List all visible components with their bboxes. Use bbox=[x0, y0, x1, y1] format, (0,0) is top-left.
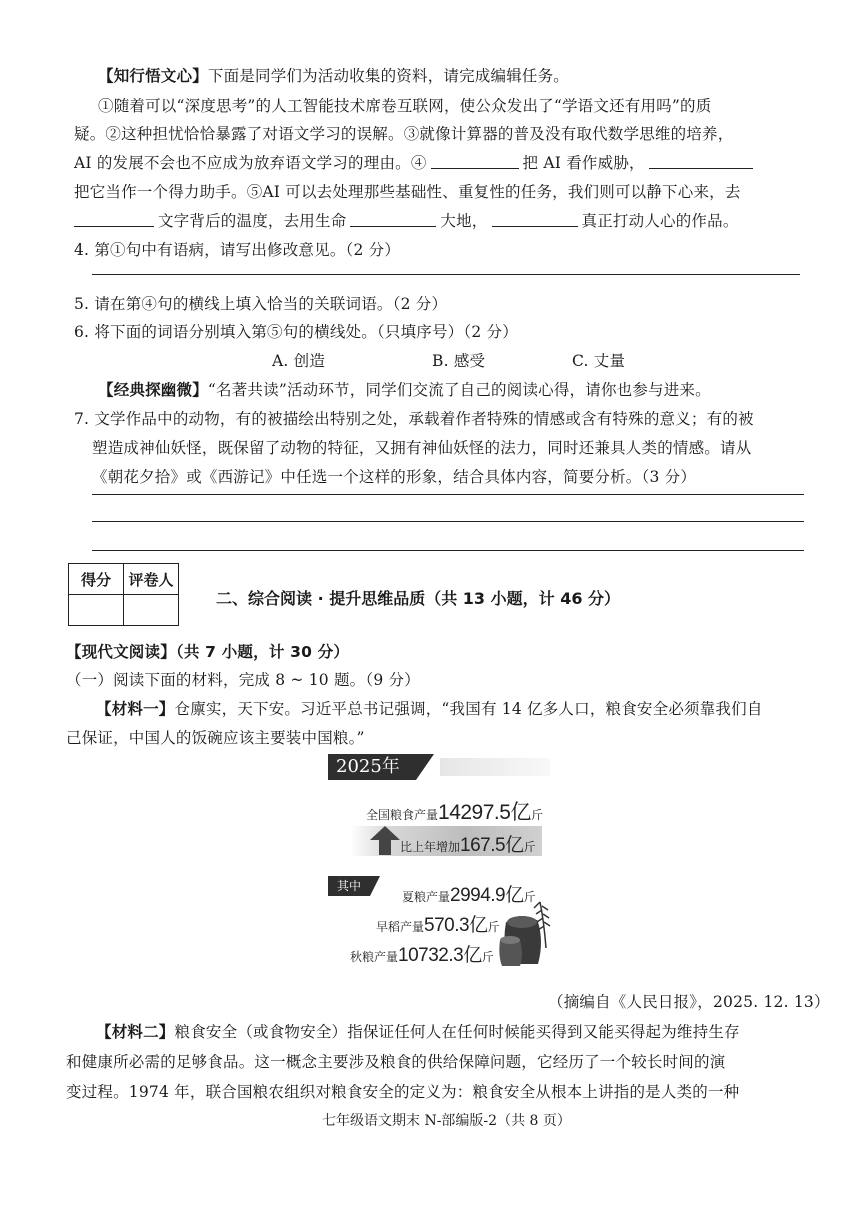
passage-line: ①随着可以“深度思考”的人工智能技术席卷互联网，使公众发出了“学语文还有用吗”的质 bbox=[98, 97, 712, 115]
material-tag: 【材料二】 bbox=[96, 1023, 175, 1041]
breakdown-tag: 其中 bbox=[328, 876, 370, 896]
material-2-line: 和健康所必需的足够食品。这一概念主要涉及粮食的供给保障问题，它经历了一个较长时间的演 bbox=[66, 1053, 726, 1071]
answer-blank[interactable] bbox=[649, 167, 753, 169]
answer-blank[interactable] bbox=[431, 167, 519, 169]
section-intro bbox=[98, 378, 711, 400]
question-5: 5. 请在第④句的横线上填入恰当的关联词语。（2 分） bbox=[74, 295, 448, 313]
part-title: 二、综合阅读 · 提升思维品质（共 13 小题，计 46 分） bbox=[216, 589, 621, 608]
score-cell[interactable] bbox=[69, 595, 124, 626]
answer-blank[interactable] bbox=[74, 225, 154, 227]
material-1: 【材料一】仓廪实，天下安。习近平总书记强调，“我国有 14 亿多人口，粮食安全必须靠我们自 bbox=[96, 700, 763, 718]
section-tag: 【知行悟文心】 bbox=[98, 67, 208, 85]
up-arrow-icon bbox=[370, 826, 400, 840]
grader-header: 评卷人 bbox=[124, 564, 179, 595]
question-7: 7. 文学作品中的动物，有的被描绘出特别之处，承载着作者特殊的情感或含有特殊的意义；有的被 bbox=[74, 410, 754, 428]
material-1-line: 己保证，中国人的饭碗应该主要装中国粮。” bbox=[66, 729, 365, 747]
passage-line: AI 的发展不会也不应成为放弃语文学习的理由。④ 把 AI 看作威胁， bbox=[74, 151, 757, 173]
score-header: 得分 bbox=[69, 564, 124, 595]
passage-line: 疑。②这种担忧恰恰暴露了对语文学习的误解。③就像计算器的普及没有取代数学思维的培养， bbox=[74, 125, 734, 143]
up-arrow-stem bbox=[379, 839, 391, 855]
option-a: A. 创造 bbox=[272, 352, 326, 370]
question-6: 6. 将下面的词语分别填入第⑤句的横线处。（只填序号）（2 分） bbox=[74, 323, 518, 341]
question-7-line: 《朝花夕拾》或《西游记》中任选一个这样的形象，结合具体内容，简要分析。（3 分） bbox=[92, 468, 697, 486]
section-intro-text: 下面是同学们为活动收集的资料，请完成编辑任务。 bbox=[207, 67, 570, 85]
score-box bbox=[68, 563, 179, 626]
increase-output: 比上年增加167.5亿斤 bbox=[400, 835, 536, 856]
summer-output: 夏粮产量2994.9亿斤 bbox=[402, 885, 536, 906]
answer-line[interactable] bbox=[92, 494, 804, 495]
passage-line: 文字背后的温度，去用生命 大地， 真正打动人心的作品。 bbox=[74, 209, 739, 231]
section-intro bbox=[98, 64, 569, 86]
grader-cell[interactable] bbox=[124, 595, 179, 626]
answer-line[interactable] bbox=[92, 274, 800, 275]
page-footer: 七年级语文期末 N-部编版-2（共 8 页） bbox=[322, 1113, 571, 1129]
source-citation: （摘编自《人民日报》，2025. 12. 13） bbox=[548, 993, 830, 1011]
answer-blank[interactable] bbox=[350, 225, 436, 227]
total-output: 全国粮食产量14297.5亿斤 bbox=[366, 801, 543, 824]
answer-blank[interactable] bbox=[492, 225, 578, 227]
passage-line: 把它当作一个得力助手。⑤AI 可以去处理那些基础性、重复性的任务，我们则可以静下心来，去 bbox=[74, 183, 741, 201]
infographic-year: 2025年 bbox=[328, 754, 416, 780]
answer-line[interactable] bbox=[92, 521, 804, 522]
material-2-line: 变过程。1974 年，联合国粮农组织对粮食安全的定义为：粮食安全从根本上讲指的是人类的一种 bbox=[66, 1083, 740, 1101]
material-tag: 【材料一】 bbox=[96, 700, 175, 718]
grain-sack-icon bbox=[496, 892, 556, 970]
autumn-output: 秋粮产量10732.3亿斤 bbox=[350, 945, 494, 966]
breakdown-tag-tail bbox=[370, 876, 380, 896]
question-7-line: 塑造成神仙妖怪，既保留了动物的特征，又拥有神仙妖怪的法力，同时还兼具人类的情感。请从 bbox=[92, 439, 752, 457]
answer-line[interactable] bbox=[92, 550, 804, 551]
option-c: C. 丈量 bbox=[572, 352, 626, 370]
subsection-heading: 【现代文阅读】（共 7 小题，计 30 分） bbox=[66, 643, 350, 661]
section-intro-text: “名著共读”活动环节，同学们交流了自己的阅读心得，请你也参与进来。 bbox=[207, 381, 711, 399]
material-2: 【材料二】粮食安全（或食物安全）指保证任何人在任何时候能买得到又能买得起为维持生存 bbox=[96, 1023, 740, 1041]
section-tag: 【经典探幽微】 bbox=[98, 381, 208, 399]
early-rice-output: 早稻产量570.3亿斤 bbox=[376, 915, 500, 936]
faint-banner bbox=[440, 758, 550, 776]
subsection-instructions: （一）阅读下面的材料，完成 8 ~ 10 题。（9 分） bbox=[66, 671, 420, 689]
year-banner-tail bbox=[416, 754, 434, 780]
question-4: 4. 第①句中有语病，请写出修改意见。（2 分） bbox=[74, 241, 401, 259]
option-b: B. 感受 bbox=[432, 352, 486, 370]
